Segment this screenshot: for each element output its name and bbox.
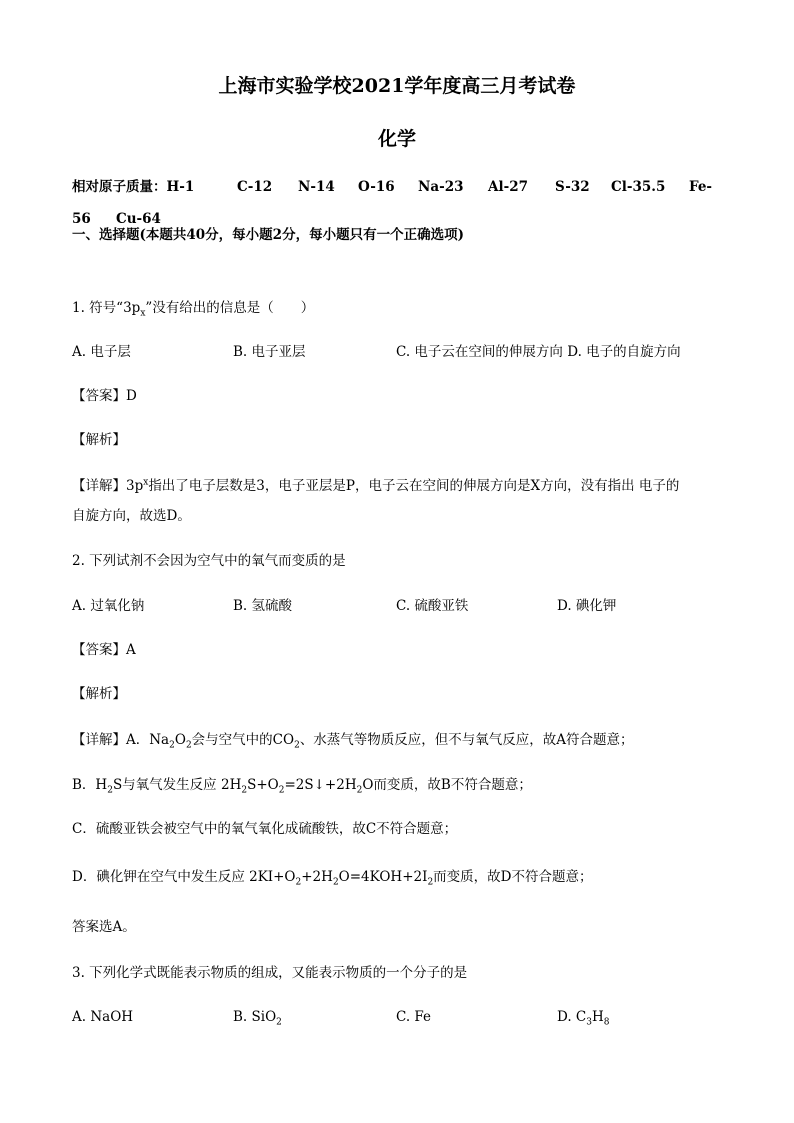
q3-option-d: D. $C_3H_8$ xyxy=(557,1009,610,1028)
mass-item: 56 xyxy=(72,211,91,227)
q1-answer: 【答案】D xyxy=(72,388,137,404)
q1-option-a: A. 电子层 xyxy=(72,344,131,360)
mass-item: Cu-64 xyxy=(116,211,161,227)
q2-option-b: B. 氢硫酸 xyxy=(233,598,293,614)
section-heading: 一、选择题(本题共40分，每小题2分，每小题只有一个正确选项) xyxy=(72,227,464,243)
q2-analysis-label: 【解析】 xyxy=(72,686,126,702)
question-2-stem: 2. 下列试剂不会因为空气中的氧气而变质的是 xyxy=(72,553,346,569)
q1-option-b: B. 电子亚层 xyxy=(233,344,306,360)
mass-item: Fe- xyxy=(689,179,713,195)
q3-option-b: B. SiO$_2$ xyxy=(233,1009,282,1028)
mass-item: N-14 xyxy=(298,179,335,195)
q2-option-d: D. 碘化钾 xyxy=(557,598,617,614)
q2-answer: 【答案】A xyxy=(72,642,136,658)
mass-item: Na-23 xyxy=(418,179,464,195)
q1-detail-cont: 自旋方向，故选D。 xyxy=(72,508,191,524)
q1-detail: 【详解】$3p^x$指出了电子层数是3，电子亚层是P，电子云在空间的伸展方向是X方向，没有指出 电子的 xyxy=(72,477,680,494)
mass-item: Cl-35.5 xyxy=(611,179,666,195)
question-3-stem: 3. 下列化学式既能表示物质的组成，又能表示物质的一个分子的是 xyxy=(72,965,468,981)
q2-conclusion: 答案选A。 xyxy=(72,919,136,935)
q2-detail-b: B．$H_2S$与氧气发生反应 $2H_2S+O_2=2S↓+2H_2O$而变质，故B不符合题意； xyxy=(72,777,532,796)
q2-detail-c: C．硫酸亚铁会被空气中的氧气氧化成硫酸铁，故C不符合题意； xyxy=(72,821,458,837)
q2-detail-a: 【详解】A．$Na_2O_2$会与空气中的$CO_2$、水蒸气等物质反应，但不与氧气反应，故A符合题意； xyxy=(72,732,634,751)
mass-item: C-12 xyxy=(237,179,273,195)
q3-option-a: A. NaOH xyxy=(72,1009,134,1025)
q3-option-c: C. Fe xyxy=(396,1009,432,1025)
mass-item: Al-27 xyxy=(488,179,528,195)
q1-option-c-d: C. 电子云在空间的伸展方向 D. 电子的自旋方向 xyxy=(396,344,681,360)
q2-detail-d: D．碘化钾在空气中发生反应 $2KI+O_2+2H_2O=4KOH+2I_2$而变质，故D不符合题意； xyxy=(72,869,593,888)
q2-option-c: C. 硫酸亚铁 xyxy=(396,598,469,614)
page-title: 上海市实验学校2021学年度高三月考试卷 xyxy=(218,75,576,97)
mass-item: S-32 xyxy=(555,179,590,195)
mass-item: O-16 xyxy=(358,179,395,195)
subject-title: 化学 xyxy=(377,128,416,150)
q2-option-a: A. 过氧化钠 xyxy=(72,598,145,614)
question-1-stem: 1. 符号“$3p_x$”没有给出的信息是（ ） xyxy=(72,300,315,319)
q1-analysis-label: 【解析】 xyxy=(72,432,126,448)
masses-label: 相对原子质量：H-1 xyxy=(72,179,195,195)
